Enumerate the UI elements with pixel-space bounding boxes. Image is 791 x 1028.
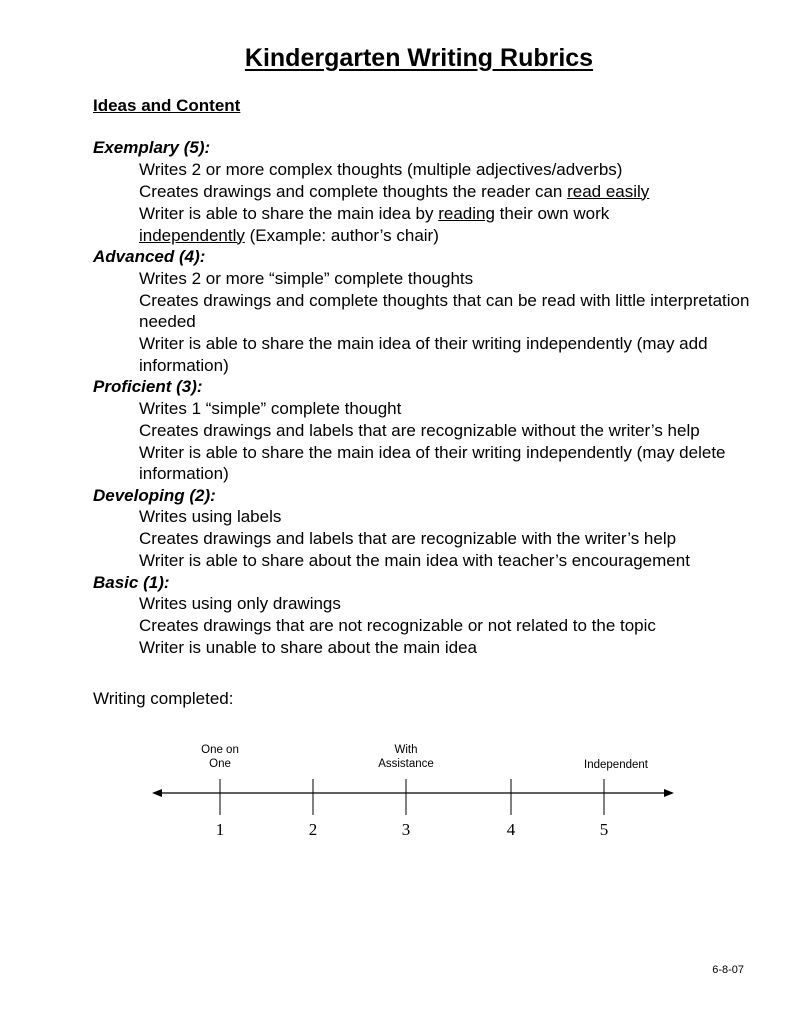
scale-tick-label: 3 — [401, 820, 411, 839]
writing-completed-label: Writing completed: — [93, 689, 234, 708]
level-name: Exemplary (5): — [93, 138, 211, 157]
criterion-text: Creates drawings and complete thoughts that can be read with little interpretation needed — [139, 290, 750, 331]
scale-category-label — [361, 743, 451, 771]
scale-tick-label: 5 — [599, 820, 609, 839]
criterion-text: Writes using labels — [139, 507, 282, 526]
criterion-text: Writes using only drawings — [139, 594, 341, 613]
criterion-text: Writes 2 or more “simple” complete thoughts — [139, 268, 474, 288]
scale-category-label-line: Independent — [584, 759, 648, 771]
level-name: Proficient (3): — [93, 377, 203, 396]
criterion-text: Creates drawings and labels that are recognizable with the writer’s help — [139, 529, 677, 548]
scale-category-label-line: One — [209, 758, 231, 770]
criterion-text: Creates drawings and labels that are recognizable without the writer’s help — [139, 420, 700, 440]
section-heading: Ideas and Content — [93, 96, 241, 115]
scale-arrowhead — [152, 789, 162, 797]
rubric-levels — [93, 137, 753, 659]
criterion-underlined-text: read easily — [567, 181, 650, 201]
scale-category-label — [571, 758, 661, 772]
criterion-underlined-text: independently — [139, 225, 245, 245]
criterion-text — [139, 225, 753, 247]
scale-category-label-line: With — [394, 744, 418, 756]
criterion-text: Writes 1 “simple” complete thought — [139, 398, 402, 418]
criterion-text-part: Writer is able to share the main idea by — [139, 203, 439, 223]
criterion-text: Writer is able to share about the main idea with teacher’s encouragement — [139, 551, 690, 570]
level-name: Developing (2): — [93, 485, 216, 505]
scale-category-label-line: Assistance — [378, 758, 434, 770]
criterion-text: Writer is unable to share about the main idea — [139, 638, 477, 657]
criterion-underlined-text: reading — [438, 203, 495, 223]
criterion-text-part: (Example: author’s chair) — [244, 225, 439, 245]
page-title: Kindergarten Writing Rubrics — [244, 44, 594, 72]
criterion-text — [139, 181, 753, 203]
criterion-text-part: their own work — [494, 203, 610, 223]
scale-tick-label: 4 — [506, 820, 516, 839]
document-date: 6-8-07 — [712, 964, 744, 976]
scale-category-label — [175, 743, 265, 771]
level-name: Basic (1): — [93, 572, 170, 592]
level-name: Advanced (4): — [93, 247, 206, 266]
scale-category-label-line: One on — [201, 744, 239, 756]
criterion-text: Writes 2 or more complex thoughts (multiple adjectives/adverbs) — [139, 159, 623, 179]
criterion-text-part: Creates drawings and complete thoughts the reader can — [139, 181, 568, 201]
criterion-text: Creates drawings that are not recognizable or not related to the topic — [139, 616, 656, 635]
criterion-text — [139, 203, 753, 225]
scale-tick-label: 1 — [215, 820, 225, 839]
criterion-text: Writer is able to share the main idea of their writing independently (may delete information) — [139, 442, 726, 483]
criterion-text: Writer is able to share the main idea of their writing independently (may add information) — [139, 334, 708, 375]
scale-arrowhead — [664, 789, 674, 797]
scale-tick-label: 2 — [308, 820, 318, 839]
